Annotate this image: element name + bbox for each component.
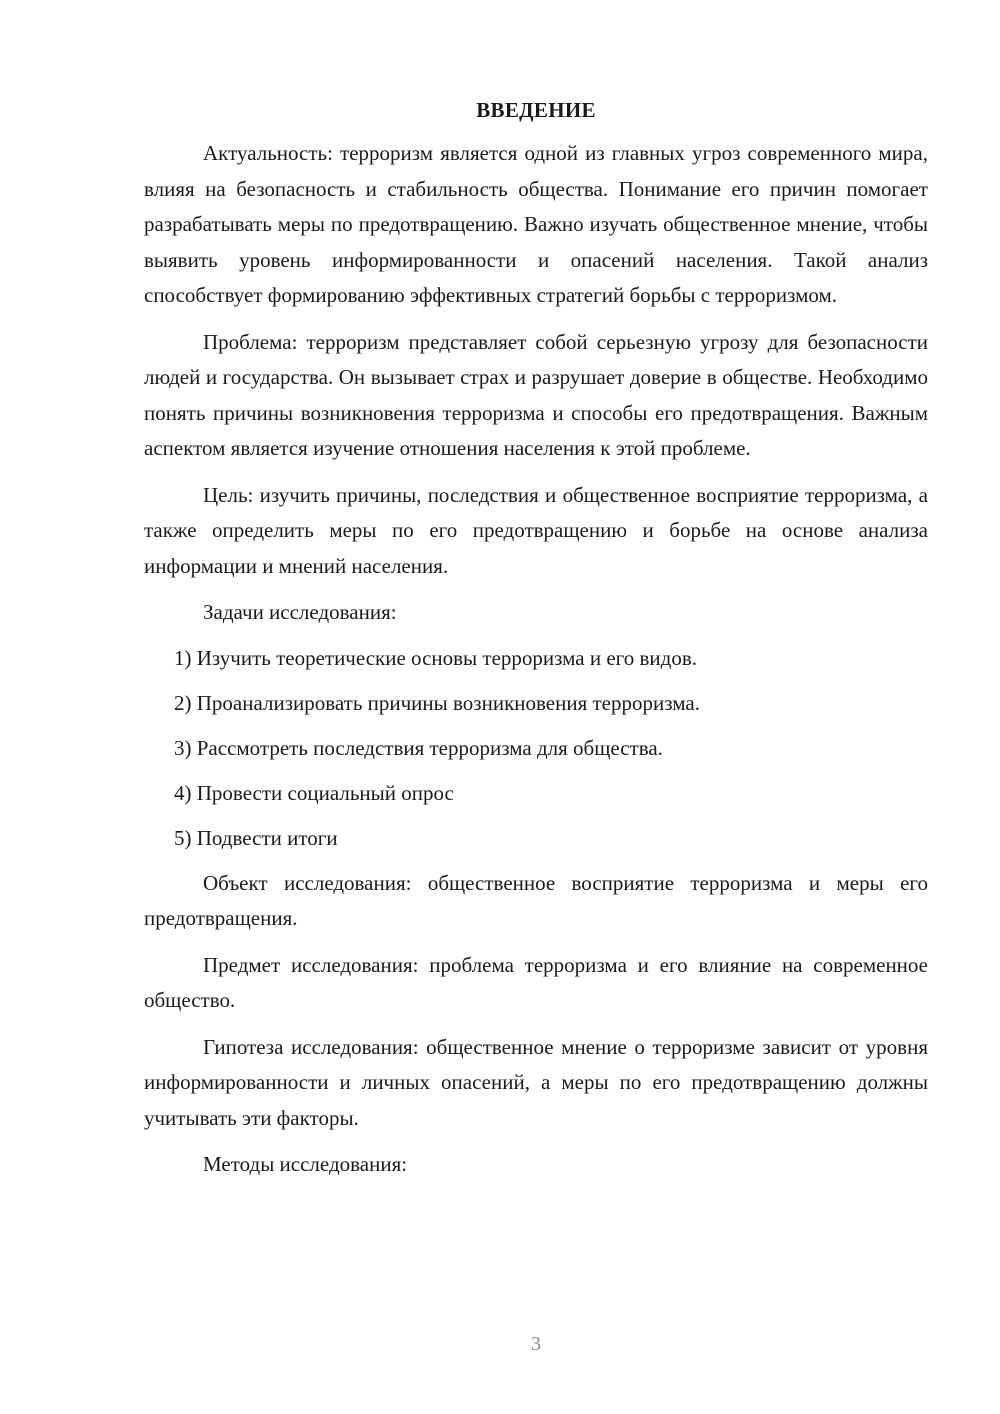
list-item: 3) Рассмотреть последствия терроризма для общества. (174, 735, 663, 760)
tasks-list (144, 641, 928, 857)
goal-paragraph: Цель: изучить причины, последствия и общественное восприятие терроризма, а также определить меры по его предотвращению и борьбе на основе анализа информации и мнений населения. (144, 482, 928, 578)
tasks-title: Задачи исследования: (203, 600, 397, 624)
subject-paragraph: Предмет исследования: проблема терроризма и его влияние на современное общество. (144, 952, 928, 1012)
problem-paragraph: Проблема: терроризм представляет собой серьезную угрозу для безопасности людей и государства. Он вызывает страх и разрушает доверие в обществе. Необходимо понять причины возникновения терроризма и способы его предотвращения. Важным аспектом является изучение отношения населения к этой проблеме. (144, 329, 928, 460)
relevance-paragraph: Актуальность: терроризм является одной из главных угроз современного мира, влияя на безопасность и стабильность общества. Понимание его причин помогает разрабатывать меры по предотвращению. Важно изучать общественное мнение, чтобы выявить уровень информированности и опасений населения. Такой анализ способствует формированию эффективных стратегий борьбы с терроризмом. (144, 141, 928, 307)
hypothesis-paragraph: Гипотеза исследования: общественное мнение о терроризме зависит от уровня информированности и личных опасений, а меры по его предотвращению должны учитывать эти факторы. (144, 1034, 928, 1130)
object-paragraph: Объект исследования: общественное восприятие терроризма и меры его предотвращения. (144, 870, 928, 930)
page-title: ВВЕДЕНИЕ (476, 98, 596, 122)
page-number: 3 (531, 1333, 541, 1355)
methods-title: Методы исследования: (203, 1152, 408, 1176)
list-item: 2) Проанализировать причины возникновения терроризма. (174, 690, 700, 715)
list-item: 5) Подвести итоги (174, 825, 338, 850)
list-item: 1) Изучить теоретические основы терроризма и его видов. (174, 645, 698, 670)
page-content (144, 94, 928, 1193)
list-item: 4) Провести социальный опрос (174, 780, 454, 805)
